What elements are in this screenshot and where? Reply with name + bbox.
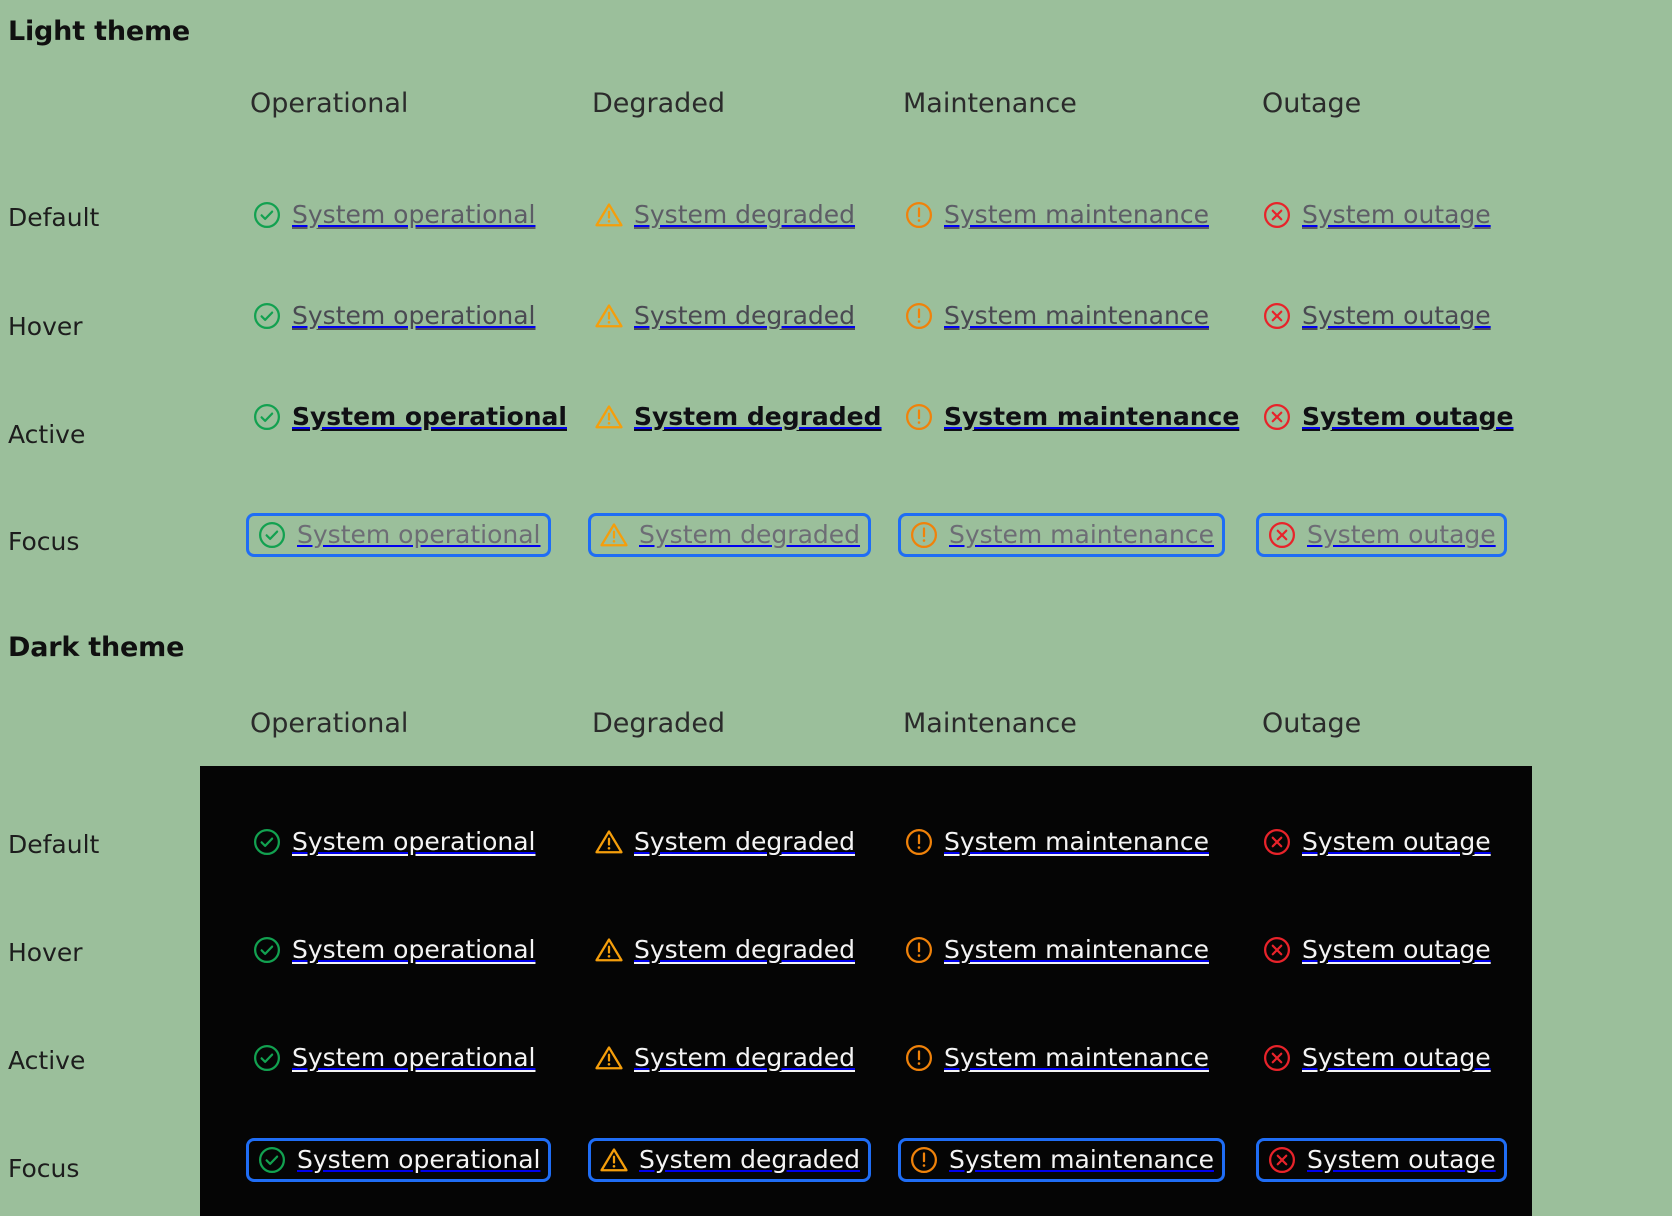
status-link-label: System maintenance: [944, 1043, 1209, 1072]
status-link-label: System outage: [1302, 200, 1491, 229]
error-circle-icon: [1262, 1043, 1292, 1073]
row-label-focus: Focus: [8, 1154, 80, 1183]
status-link-label: System outage: [1302, 827, 1491, 856]
warning-triangle-icon: [594, 935, 624, 965]
check-circle-icon: [252, 1043, 282, 1073]
status-link-label: System operational: [292, 1043, 536, 1072]
exclamation-circle-icon: [904, 1043, 934, 1073]
status-link-label: System outage: [1307, 1145, 1496, 1174]
status-link-label: System operational: [292, 402, 567, 431]
exclamation-circle-icon: [904, 827, 934, 857]
error-circle-icon: [1267, 1145, 1297, 1175]
row-label-default: Default: [8, 830, 100, 859]
column-header-degraded: Degraded: [592, 88, 726, 119]
status-link-maintenance-default-dark[interactable]: [900, 825, 1213, 859]
dark-theme-title: Dark theme: [8, 632, 185, 663]
column-header-maintenance: Maintenance: [903, 708, 1077, 739]
column-header-operational: Operational: [250, 708, 409, 739]
status-link-maintenance-hover-dark[interactable]: [900, 933, 1213, 967]
status-link-label: System degraded: [634, 827, 856, 856]
exclamation-circle-icon: [909, 1145, 939, 1175]
status-link-label: System operational: [292, 200, 536, 229]
status-link-label: System operational: [292, 827, 536, 856]
column-header-degraded: Degraded: [592, 708, 726, 739]
status-link-label: System operational: [297, 520, 541, 549]
status-link-maintenance-focus-dark[interactable]: [898, 1138, 1225, 1182]
status-link-label: System maintenance: [944, 827, 1209, 856]
status-link-label: System maintenance: [944, 200, 1209, 229]
status-link-degraded-focus-dark[interactable]: [588, 1138, 871, 1182]
exclamation-circle-icon: [904, 935, 934, 965]
row-label-active: Active: [8, 420, 86, 449]
status-link-label: System outage: [1302, 402, 1514, 431]
row-label-hover: Hover: [8, 938, 83, 967]
status-link-degraded-default-dark[interactable]: [590, 825, 859, 859]
column-header-outage: Outage: [1262, 708, 1362, 739]
status-link-label: System outage: [1307, 520, 1496, 549]
status-link-label: System outage: [1302, 935, 1491, 964]
status-link-operational-hover-dark[interactable]: [248, 933, 539, 967]
column-header-operational: Operational: [250, 88, 409, 119]
row-label-focus: Focus: [8, 527, 80, 556]
status-link-label: System degraded: [639, 520, 861, 549]
status-link-label: System degraded: [634, 935, 856, 964]
status-link-label: System degraded: [634, 200, 856, 229]
warning-triangle-icon: [594, 1043, 624, 1073]
status-link-label: System operational: [292, 935, 536, 964]
status-link-label: System degraded: [634, 402, 882, 431]
status-link-label: System degraded: [634, 1043, 856, 1072]
status-link-outage-active-dark[interactable]: [1258, 1041, 1495, 1075]
check-circle-icon: [257, 1145, 287, 1175]
status-link-degraded-active-dark[interactable]: [590, 1041, 859, 1075]
check-circle-icon: [252, 935, 282, 965]
row-label-hover: Hover: [8, 312, 83, 341]
status-link-maintenance-active-dark[interactable]: [900, 1041, 1213, 1075]
status-link-label: System outage: [1302, 301, 1491, 330]
status-link-operational-focus-dark[interactable]: [246, 1138, 551, 1182]
check-circle-icon: [252, 827, 282, 857]
row-label-default: Default: [8, 203, 100, 232]
column-header-outage: Outage: [1262, 88, 1362, 119]
status-link-label: System operational: [292, 301, 536, 330]
status-link-degraded-hover-dark[interactable]: [590, 933, 859, 967]
status-link-operational-active-dark[interactable]: [248, 1041, 539, 1075]
error-circle-icon: [1262, 827, 1292, 857]
status-link-operational-default-dark[interactable]: [248, 825, 539, 859]
error-circle-icon: [1262, 935, 1292, 965]
status-link-label: System maintenance: [944, 301, 1209, 330]
warning-triangle-icon: [594, 827, 624, 857]
status-link-label: System maintenance: [949, 1145, 1214, 1174]
row-label-active: Active: [8, 1046, 86, 1075]
warning-triangle-icon: [599, 1145, 629, 1175]
status-link-label: System maintenance: [944, 935, 1209, 964]
status-link-outage-hover-dark[interactable]: [1258, 933, 1495, 967]
status-link-outage-focus-dark[interactable]: [1256, 1138, 1507, 1182]
light-theme-title: Light theme: [8, 16, 191, 47]
status-link-label: System degraded: [634, 301, 856, 330]
status-link-label: System degraded: [639, 1145, 861, 1174]
status-link-label: System maintenance: [944, 402, 1240, 431]
status-link-label: System operational: [297, 1145, 541, 1174]
status-link-outage-default-dark[interactable]: [1258, 825, 1495, 859]
column-header-maintenance: Maintenance: [903, 88, 1077, 119]
status-link-label: System maintenance: [949, 520, 1214, 549]
status-link-label: System outage: [1302, 1043, 1491, 1072]
